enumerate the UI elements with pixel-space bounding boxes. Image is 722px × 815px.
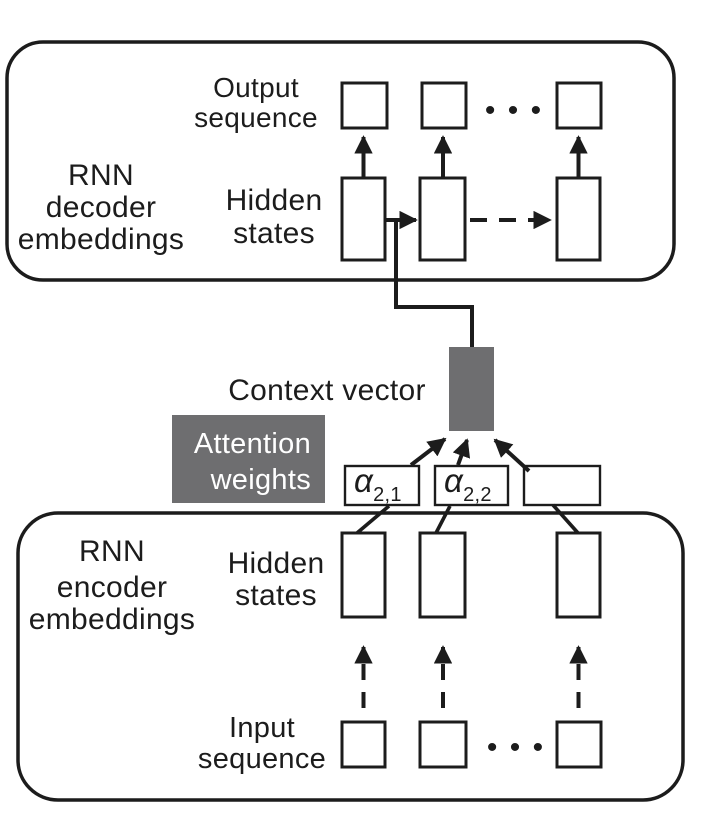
input-square-2	[420, 722, 466, 767]
alpha-subscript-2: 2,2	[463, 484, 492, 506]
attention-weights-label-line1: Attention	[193, 428, 311, 460]
output-ellipsis: • • •	[484, 94, 544, 127]
decoder-box-label-line3: embeddings	[17, 223, 185, 256]
output-square-2	[422, 83, 466, 128]
output-square-1	[342, 83, 387, 128]
attention-weights-label-line2: weights	[210, 464, 311, 496]
output-square-3	[557, 83, 601, 128]
alpha-symbol-2: α	[444, 462, 464, 499]
attention-weight-box-3	[524, 466, 600, 505]
input-sequence-label-line1: Input	[229, 712, 295, 744]
input-ellipsis: • • •	[486, 731, 546, 764]
decoder-box-label-line2: decoder	[45, 191, 157, 224]
decoder-hidden-rect-3	[557, 178, 600, 260]
decoder-hidden-states-label-line2: states	[233, 217, 315, 250]
encoder-hidden-states-label-line2: states	[235, 579, 317, 612]
encoder-box-label-line1: RNN	[79, 535, 145, 568]
alpha-symbol-1: α	[354, 462, 374, 499]
decoder-hidden-states-label-line1: Hidden	[225, 184, 323, 217]
input-square-3	[557, 722, 601, 767]
output-sequence-label-line1: Output	[213, 72, 299, 103]
encoder-hidden-rect-2	[420, 533, 465, 617]
output-sequence-label-line2: sequence	[194, 102, 318, 133]
decoder-hidden-rect-1	[342, 178, 385, 260]
encoder-hidden-rect-1	[342, 533, 385, 617]
context-vector-rect	[449, 347, 494, 431]
context-vector-label: Context vector	[228, 374, 426, 407]
arrow-weight1-to-context	[411, 439, 445, 465]
input-sequence-label-line2: sequence	[197, 743, 327, 775]
input-square-1	[342, 722, 385, 767]
encoder-hidden-rect-3	[557, 533, 600, 617]
encoder-hidden-states-label-line1: Hidden	[227, 547, 325, 580]
decoder-box-label-line1: RNN	[68, 159, 134, 192]
alpha-subscript-1: 2,1	[373, 484, 402, 506]
decoder-hidden-rect-2	[420, 178, 465, 260]
encoder-box-label-line3: embeddings	[28, 603, 196, 636]
encoder-box-label-line2: encoder	[56, 571, 168, 604]
